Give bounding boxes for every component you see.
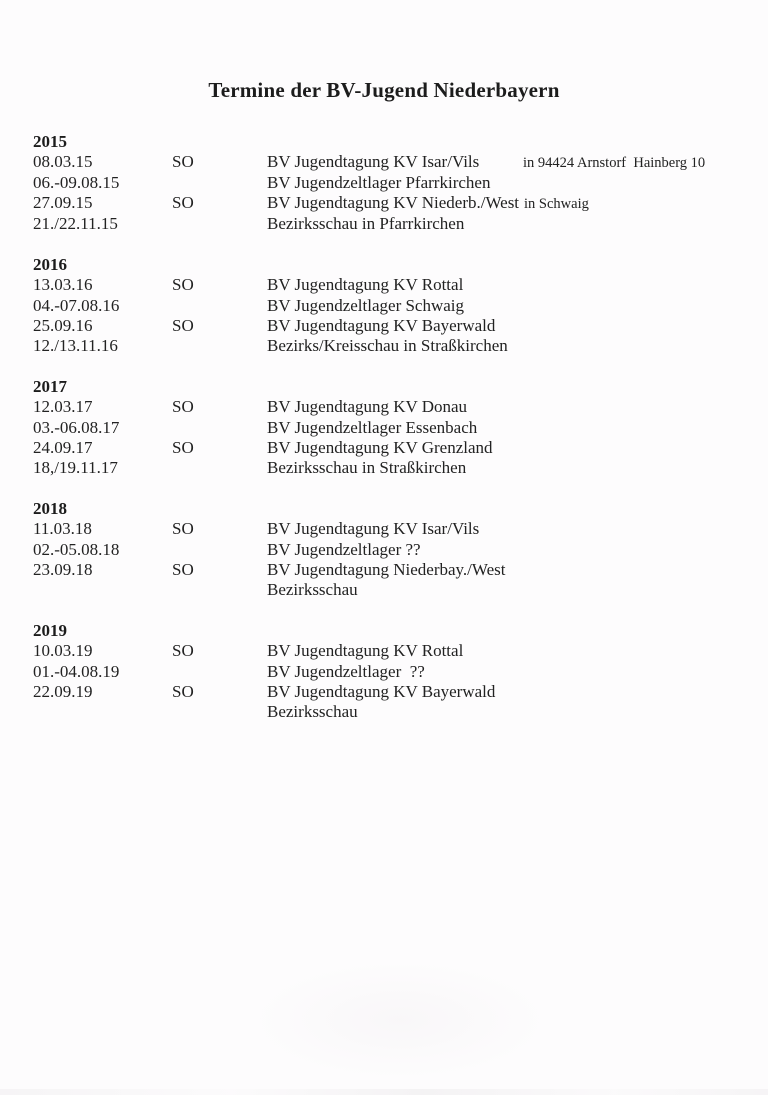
section-rows [33,519,768,600]
schedule-row [33,296,768,316]
event-cell [267,316,768,336]
event-text: BV Jugendtagung Niederbay./West [267,559,506,579]
schedule-row [33,662,768,682]
schedule-row [33,519,768,539]
year-heading: 2017 [33,376,67,396]
weekday-cell [172,662,267,682]
date-cell: 08.03.15 [33,152,93,172]
weekday-cell: SO [172,519,194,539]
event-cell [267,519,768,539]
schedule-row [33,580,768,600]
date-cell: 23.09.18 [33,559,93,579]
date-cell: 21./22.11.15 [33,214,118,234]
schedule-row [33,458,768,478]
year-section [33,377,768,478]
event-cell [267,397,768,417]
event-cell [267,214,768,234]
schedule-row [33,397,768,417]
weekday-cell: SO [172,315,194,335]
year-section [33,255,768,356]
event-cell [267,641,768,661]
event-text: BV Jugendtagung KV Donau [267,397,468,417]
year-section [33,499,768,600]
scan-bleedthrough-artifact [250,960,550,1080]
event-text: BV Jugendtagung KV Rottal [267,641,464,661]
year-heading: 2016 [33,254,67,274]
page-title: Termine der BV-Jugend Niederbayern [208,78,560,102]
year-heading: 2019 [33,620,67,640]
schedule-row [33,193,768,214]
date-cell: 11.03.18 [33,519,92,539]
schedule-row [33,702,768,722]
event-cell [267,662,768,682]
event-cell [267,702,768,722]
schedule-row [33,214,768,234]
year-section [33,621,768,722]
date-cell: 04.-07.08.16 [33,295,120,315]
date-cell: 18,/19.11.17 [33,458,118,478]
event-note: in 94424 Arnstorf Hainberg 10 [523,154,706,171]
schedule-row [33,682,768,702]
event-cell [267,438,768,458]
weekday-cell: SO [172,437,194,457]
event-text: BV Jugendzeltlager ?? [267,661,425,681]
year-section [33,132,768,234]
weekday-cell: SO [172,397,194,417]
event-text: Bezirksschau [267,702,358,722]
date-cell: 10.03.19 [33,641,93,661]
weekday-cell [172,418,267,438]
event-text: BV Jugendtagung KV Isar/Vils [267,152,480,172]
schedule-row [33,641,768,661]
weekday-cell [172,702,267,722]
schedule-row [33,152,768,172]
event-text: BV Jugendzeltlager Pfarrkirchen [267,172,491,192]
weekday-cell [172,540,267,560]
event-text: BV Jugendtagung KV Bayerwald [267,681,496,701]
section-rows [33,641,768,722]
weekday-cell [172,458,267,478]
date-cell: 12./13.11.16 [33,336,118,356]
event-cell [267,418,768,438]
event-cell [267,152,768,172]
event-cell [267,173,768,193]
weekday-cell: SO [172,641,194,661]
weekday-cell [172,296,267,316]
section-rows [33,275,768,356]
section-rows [33,152,768,234]
date-cell: 06.-09.08.15 [33,172,120,192]
date-cell: 13.03.16 [33,275,93,295]
schedule-row [33,560,768,580]
date-cell [33,580,172,600]
weekday-cell [172,580,267,600]
schedule-row [33,418,768,438]
date-cell: 22.09.19 [33,681,93,701]
event-text: Bezirksschau [267,580,358,600]
weekday-cell: SO [172,681,194,701]
event-cell [267,682,768,702]
date-cell: 02.-05.08.18 [33,539,120,559]
date-cell: 27.09.15 [33,192,93,212]
event-text: BV Jugendtagung KV Isar/Vils [267,519,480,539]
date-cell [33,702,172,722]
event-cell [267,296,768,316]
event-cell [267,580,768,600]
event-text: Bezirks/Kreisschau in Straßkirchen [267,336,508,356]
date-cell: 25.09.16 [33,315,93,335]
event-cell [267,336,768,356]
event-cell [267,458,768,478]
weekday-cell: SO [172,275,194,295]
date-cell: 03.-06.08.17 [33,417,120,437]
event-cell [267,560,768,580]
schedule-row [33,438,768,458]
schedule [33,132,768,722]
weekday-cell [172,336,267,356]
event-cell [267,275,768,295]
event-text: BV Jugendtagung KV Bayerwald [267,315,496,335]
event-text: BV Jugendzeltlager Schwaig [267,295,465,315]
schedule-row [33,336,768,356]
event-note: in Schwaig [524,195,589,212]
event-cell [267,193,768,214]
weekday-cell: SO [172,559,194,579]
date-cell: 01.-04.08.19 [33,661,120,681]
schedule-row [33,275,768,295]
date-cell: 24.09.17 [33,437,93,457]
weekday-cell: SO [172,192,194,212]
weekday-cell [172,173,267,193]
schedule-row [33,316,768,336]
section-rows [33,397,768,478]
event-cell [267,540,768,560]
event-text: BV Jugendtagung KV Grenzland [267,437,493,457]
event-text: BV Jugendzeltlager Essenbach [267,417,478,437]
year-heading: 2018 [33,498,67,518]
weekday-cell: SO [172,152,194,172]
event-text: Bezirksschau in Straßkirchen [267,458,467,478]
weekday-cell [172,214,267,234]
schedule-row [33,173,768,193]
schedule-row [33,540,768,560]
year-heading: 2015 [33,132,67,151]
event-text: BV Jugendtagung KV Rottal [267,275,464,295]
date-cell: 12.03.17 [33,397,93,417]
event-text: BV Jugendzeltlager ?? [267,539,421,559]
scan-edge-artifact [0,1089,768,1095]
event-text: BV Jugendtagung KV Niederb./West [267,192,520,212]
event-text: Bezirksschau in Pfarrkirchen [267,214,465,234]
